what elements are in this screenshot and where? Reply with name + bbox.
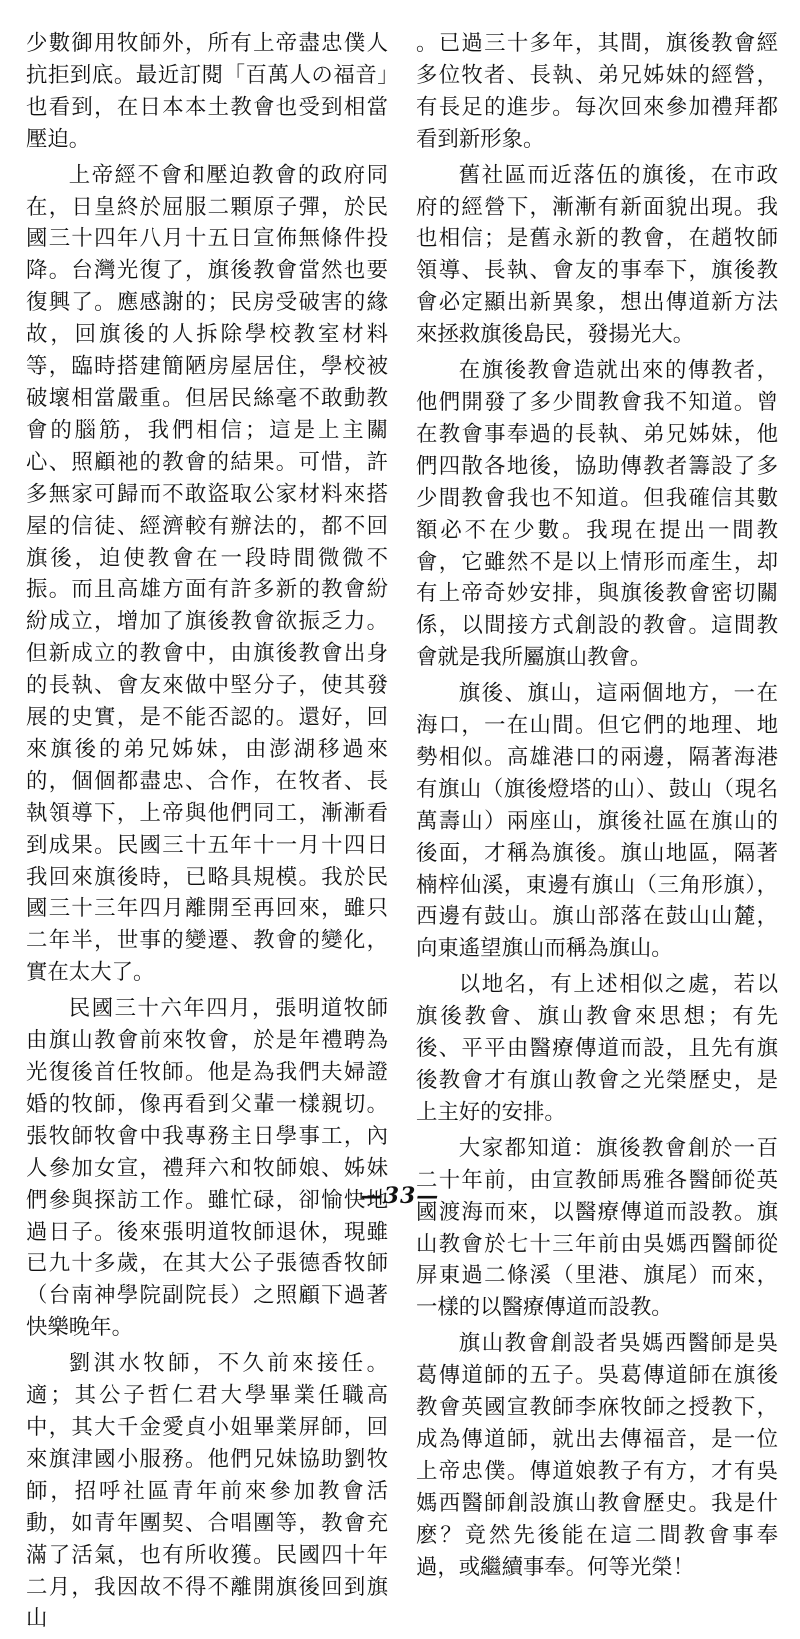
- right-column: [416, 28, 778, 1588]
- paragraph-place-names: 以地名，有上述相似之處，若以旗後教會、旗山教會來思想；有先後、平平由醫療傳道而設，且先有旗後教會才有旗山教會之光榮歷史，是上主好的安排。: [416, 972, 778, 1125]
- paragraph-geography: 旗後、旗山，這兩個地方，一在海口，一在山間。但它們的地理、地勢相似。高雄港口的兩邊，隔著海港有旗山（旗後燈塔的山）、鼓山（現名萬壽山）兩座山，旗後社區在旗山的後面，才稱為旗後。旗山地區，隔著楠梓仙溪，東邊有旗山（三角形旗），西邊有鼓山。旗山部落在鼓山山麓，向東遙望旗山而稱為旗山。: [416, 681, 778, 962]
- paragraph-church-planting: 在旗後教會造就出來的傳教者，他們開發了多少間教會我不知道。曾在教會事奉過的長執、弟兄姊妹，他們四散各地後，協助傳教者籌設了多少間教會我也不知道。但我確信其數額必不在少數。我現在提出一間教會，它雖然不是以上情形而產生，却有上帝奇妙安排，與旗後教會密切關係，以間接方式創設的教會。這間教會就是我所屬旗山教會。: [416, 358, 778, 671]
- paragraph-pastor-liu: 劉淇水牧師，不久前來接任。適；其公子哲仁君大學畢業任職高中，其大千金愛貞小姐畢業屏師，回來旗津國小服務。他們兄妹協助劉牧師，招呼社區青年前來參加教會活動，如青年團契、合唱團等，教會充滿了活氣，也有所收獲。民國四十年二月，我因故不得不離開旗後回到旗山: [26, 1351, 388, 1632]
- paragraph-new-vision: 舊社區而近落伍的旗後，在市政府的經營下，漸漸有新面貌出現。我也相信；是舊永新的教會，在趙牧師領導、長執、會友的事奉下，旗後教會必定顯出新異象，想出傳道新方法來拯救旗後島民，發揚光大。: [416, 162, 778, 348]
- paragraph-thirty-years: 。已過三十多年，其間，旗後教會經多位牧者、長執、弟兄姊妹的經營，有長足的進步。每次回來參加禮拜都看到新形象。: [416, 31, 778, 152]
- paragraph-pastor-zhang: 民國三十六年四月，張明道牧師由旗山教會前來牧會，於是年禮聘為光復後首任牧師。他是為我們夫婦證婚的牧師，像再看到父輩一樣親切。張牧師牧會中我專務主日學事工，內人參加女宣，禮拜六和牧師娘、姊妹們參與探訪工作。雖忙碌，卻愉快地過日子。後來張明道牧師退休，現雖已九十多歲，在其大公子張德香牧師（台南神學院副院長）之照顧下過著快樂晚年。: [26, 996, 388, 1341]
- paragraph-founding-history: 大家都知道：旗後教會創於一百二十年前，由宣教師馬雅各醫師從英國渡海而來，以醫療傳道而設教。旗山教會於七十三年前由吳媽西醫師從屏東過二條溪（里港、旗尾）而來，一樣的以醫療傳道而設教。: [416, 1135, 778, 1321]
- page-number: —33—: [360, 1183, 440, 1209]
- paragraph-japan-surrender: 上帝經不會和壓迫教會的政府同在，日皇終於屈服二顆原子彈，於民國三十四年八月十五日宣佈無條件投降。台灣光復了，旗後教會當然也要復興了。應感謝的；民房受破害的緣故，回旗後的人拆除學校教室材料等，臨時搭建簡陋房屋居住，學校被破壞相當嚴重。但居民絲毫不敢動教會的腦筋，我們相信；這是上主關心、照顧祂的教會的結果。可惜，許多無家可歸而不敢盜取公家材料來搭屋的信徒、經濟較有辦法的，都不回旗後，迫使教會在一段時間微微不振。而且高雄方面有許多新的教會紛紛成立，增加了旗後教會欲振乏力。但新成立的教會中，由旗後教會出身的長執、會友來做中堅分子，使其發展的史實，是不能否認的。還好，回來旗後的弟兄姊妹，由澎湖移過來的，個個都盡忠、合作，在牧者、長執領導下，上帝與他們同工，漸漸看到成果。民國三十五年十一月十四日我回來旗後時，已略具規模。我於民國三十三年四月離開至再回來，雖只二年半，世事的變遷、教會的變化，實在太大了。: [26, 162, 388, 986]
- left-column: [26, 28, 388, 1639]
- paragraph-founder: 旗山教會創設者吳媽西醫師是吳葛傳道師的五子。吳葛傳道師在旗後教會英國宣教師李庥牧師之授教下，成為傳道師，就出去傳福音，是一位上帝忠僕。傳道娘教子有方，才有吳媽西醫師創設旗山教會歷史。我是什麽？竟然先後能在這二間教會事奉過，或繼續事奉。何等光榮！: [416, 1331, 778, 1580]
- paragraph-continuation: 少數御用牧師外，所有上帝盡忠僕人抗拒到底。最近訂閱「百萬人の福音」也看到，在日本本土教會也受到相當壓迫。: [26, 31, 388, 152]
